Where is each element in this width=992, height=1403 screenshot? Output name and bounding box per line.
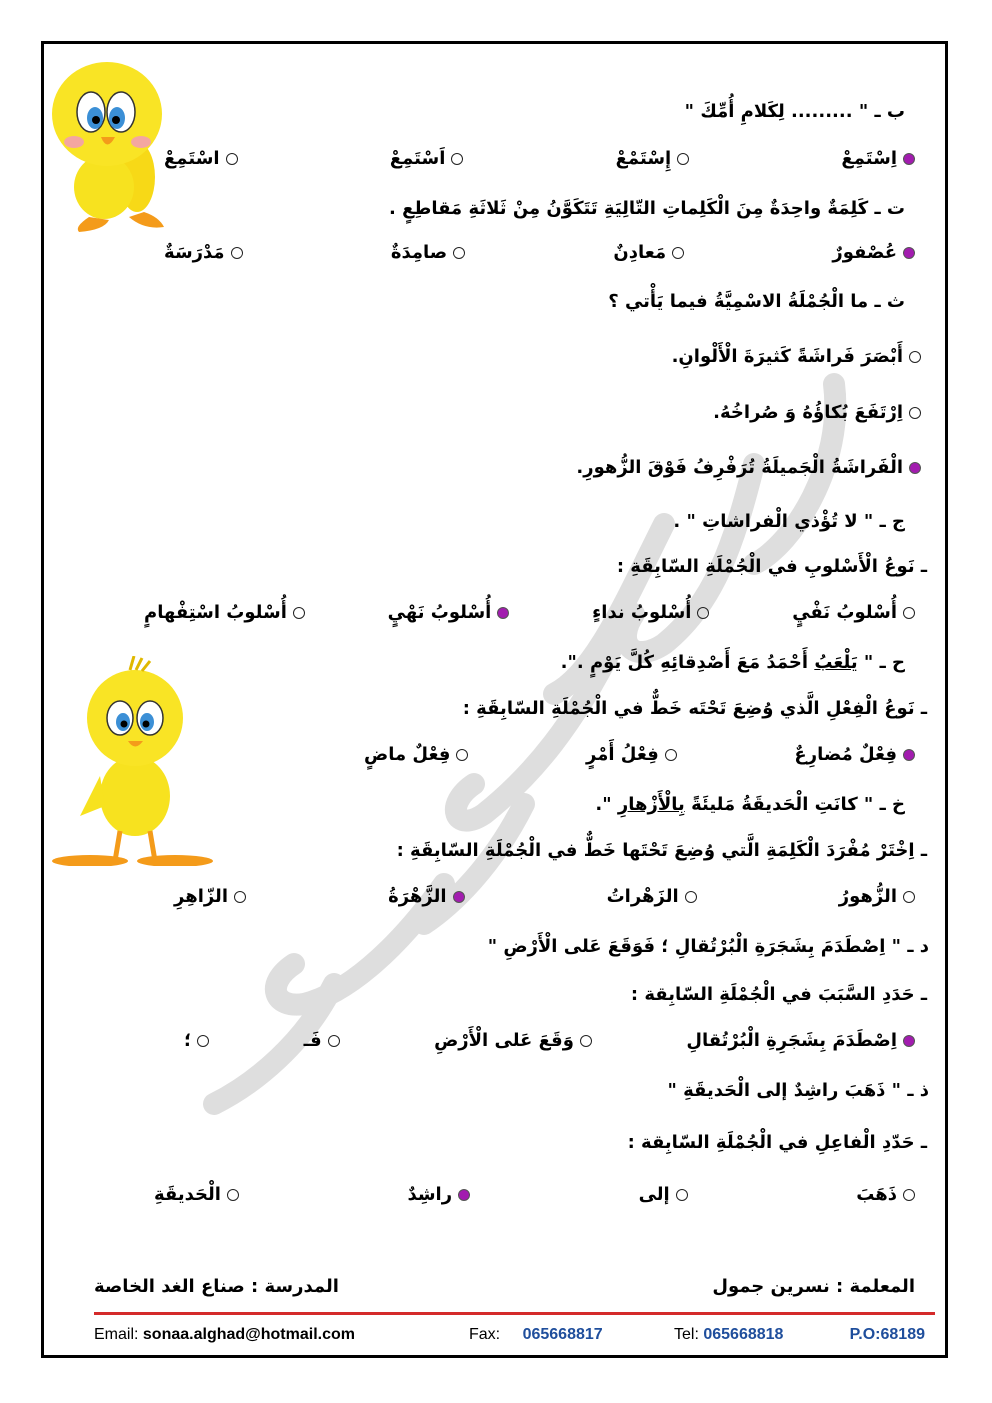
email-block: Email: sonaa.alghad@hotmail.com: [94, 1326, 355, 1343]
option-d-3[interactable]: فَـ: [304, 1030, 340, 1051]
radio-icon[interactable]: [697, 607, 709, 619]
radio-icon[interactable]: [234, 891, 246, 903]
radio-selected-icon[interactable]: [903, 749, 915, 761]
radio-icon[interactable]: [197, 1035, 209, 1047]
radio-icon[interactable]: [293, 607, 305, 619]
option-d-4[interactable]: ؛: [184, 1030, 209, 1051]
radio-icon[interactable]: [685, 891, 697, 903]
option-t-2[interactable]: مَعادِنٌ: [613, 242, 684, 263]
option-th-1[interactable]: أَبْصَرَ فَراشَةً كَثيرَةَ الْأَلْوانِ.: [672, 344, 921, 370]
footer-divider: [94, 1312, 935, 1315]
radio-selected-icon[interactable]: [903, 1035, 915, 1047]
radio-selected-icon[interactable]: [903, 247, 915, 259]
po-box: P.O:68189: [849, 1326, 925, 1343]
tel-block: Tel: 065668818: [674, 1326, 784, 1343]
question-h: ح ـ " يَلْعَبُ أَحْمَدُ مَعَ أَصْدِقائِهِ كُلَّ يَوْمٍ .".: [560, 652, 905, 673]
option-b-1[interactable]: اِسْتَمِعْ: [841, 148, 915, 169]
option-t-1[interactable]: عُصْفورٌ: [832, 242, 915, 263]
question-d-sub: ـ حَدَدِ السَّبَبَ في الْجُمْلَةِ السّابِقة :: [630, 984, 927, 1005]
question-kh-sub: ـ اِخْتَرْ مُفْرَدَ الْكَلِمَةِ الَّتي وُضِعَ تَحْتَها خَطٌّ في الْجُمْلَةِ السّابِقَةِ :: [396, 840, 927, 861]
option-dh-2[interactable]: إلى: [639, 1184, 688, 1205]
radio-icon[interactable]: [903, 891, 915, 903]
radio-icon[interactable]: [903, 607, 915, 619]
radio-icon[interactable]: [909, 351, 921, 363]
option-j-1[interactable]: أُسْلوبُ نَفْيٍ: [792, 602, 915, 623]
option-kh-4[interactable]: الزّاهِرِ: [174, 886, 246, 907]
tel-value: 065668818: [703, 1326, 784, 1343]
radio-icon[interactable]: [451, 153, 463, 165]
option-b-2[interactable]: إِسْتَمْعْ: [616, 148, 690, 169]
question-kh-options: [174, 886, 915, 907]
option-dh-1[interactable]: ذَهَبَ: [856, 1184, 915, 1205]
radio-selected-icon[interactable]: [453, 891, 465, 903]
question-kh: خ ـ " كانَتِ الْحَديقَةُ مَليئَةً بِالْأَزْهارِ ".: [595, 794, 905, 815]
option-h-1[interactable]: فِعْلٌ مُضارِعٌ: [794, 744, 915, 765]
option-h-2[interactable]: فِعْلُ أَمْرٍ: [586, 744, 677, 765]
radio-icon[interactable]: [456, 749, 468, 761]
option-t-4[interactable]: مَدْرَسَةٌ: [164, 242, 243, 263]
option-d-2[interactable]: وَقَعَ عَلى الْأَرْضِ: [434, 1030, 592, 1051]
fax-block: Fax: 065668817: [469, 1326, 603, 1343]
radio-selected-icon[interactable]: [497, 607, 509, 619]
option-th-3[interactable]: الْفَراشَةُ الْجَميلَةُ تُرَفْرِفُ فَوْقَ الزُّهورِ.: [576, 455, 921, 481]
question-t: ت ـ كَلِمَةٌ واحِدَةٌ مِنَ الْكَلِماتِ التّالِيَةِ تَتَكَوَّنُ مِنْ ثَلاثَةِ مَقاطِعٍ .: [388, 198, 905, 219]
option-b-3[interactable]: اَسْتَمِعْ: [390, 148, 464, 169]
radio-selected-icon[interactable]: [458, 1189, 470, 1201]
question-j: ج ـ " لا تُؤْذي الْفراشاتِ " .: [673, 511, 905, 532]
radio-icon[interactable]: [672, 247, 684, 259]
underlined-word: بِالْأَزْهارِ: [617, 794, 685, 815]
option-h-3[interactable]: فِعْلٌ ماضٍ: [364, 744, 468, 765]
worksheet-frame: [41, 41, 948, 1358]
radio-selected-icon[interactable]: [903, 153, 915, 165]
radio-icon[interactable]: [231, 247, 243, 259]
radio-icon[interactable]: [903, 1189, 915, 1201]
question-j-options: [144, 602, 915, 623]
email-value[interactable]: sonaa.alghad@hotmail.com: [142, 1326, 355, 1343]
question-dh-sub: ـ حَدّدِ الْفاعِلِ في الْجُمْلَةِ السّابِقة :: [627, 1132, 927, 1153]
radio-icon[interactable]: [328, 1035, 340, 1047]
option-dh-3[interactable]: راشِدٌ: [407, 1184, 470, 1205]
question-b-options: [164, 148, 915, 169]
fax-value: 065668817: [522, 1326, 603, 1343]
radio-icon[interactable]: [909, 407, 921, 419]
option-d-1[interactable]: اِصْطَدَمَ بِشَجَرِةِ الْبُرْتُقالِ: [686, 1030, 915, 1051]
question-dh: ذ ـ " ذَهَبَ راشِدٌ إلى الْحَديقَةِ ": [667, 1080, 929, 1101]
option-th-2[interactable]: اِرْتَفَعَ بُكاؤُهُ وَ صُراخُهُ.: [713, 400, 921, 426]
teacher-name: المعلمة : نسرين جمول: [712, 1276, 915, 1297]
tweety-bird-top: [49, 52, 179, 232]
radio-icon[interactable]: [226, 153, 238, 165]
option-kh-2[interactable]: الزَهْراتُ: [607, 886, 697, 907]
question-j-sub: ـ نَوعُ الْأَسْلوبِ في الْجُمْلَةِ السّابِقَةِ :: [616, 556, 927, 577]
radio-icon[interactable]: [676, 1189, 688, 1201]
radio-icon[interactable]: [227, 1189, 239, 1201]
underlined-word: يَلْعَبُ: [814, 652, 858, 673]
question-dh-options: [154, 1184, 915, 1205]
question-h-options: [364, 744, 915, 765]
question-h-sub: ـ نَوعُ الْفِعْلِ الَّذي وُضِعَ تَحْتَه خَطٌّ في الْجُمْلَةِ السّابِقَةِ :: [462, 698, 927, 719]
option-b-4[interactable]: اسْتَمِعْ: [164, 148, 238, 169]
school-name: المدرسة : صناع الغد الخاصة: [94, 1276, 339, 1297]
radio-selected-icon[interactable]: [909, 462, 921, 474]
option-t-3[interactable]: صامِدَةٌ: [391, 242, 465, 263]
radio-icon[interactable]: [665, 749, 677, 761]
option-kh-1[interactable]: الزُّهورُ: [839, 886, 915, 907]
footer-names: [94, 1276, 915, 1306]
radio-icon[interactable]: [580, 1035, 592, 1047]
option-j-2[interactable]: أُسْلوبُ نداءٍ: [592, 602, 709, 623]
question-th: ث ـ ما الْجُمْلَةُ الاسْمِيَّةُ فيما يَأْتي ؟: [608, 291, 905, 312]
question-d: د ـ " اِصْطَدَمَ بِشَجَرَةِ الْبُرْتُقالِ ؛ فَوَقَعَ عَلى الْأَرْضِ ": [487, 936, 929, 957]
option-j-4[interactable]: أُسْلوبُ اسْتِفْهامٍ: [144, 602, 305, 623]
radio-icon[interactable]: [677, 153, 689, 165]
tweety-bird-middle: [50, 656, 215, 866]
question-t-options: [164, 242, 915, 263]
option-kh-3[interactable]: الزَّهْرَةُ: [388, 886, 464, 907]
radio-icon[interactable]: [453, 247, 465, 259]
option-dh-4[interactable]: الْحَديقَةِ: [154, 1184, 239, 1205]
contact-bar: [94, 1326, 925, 1350]
question-b: ب ـ " ......... لِكَلامِ أُمِّكَ ": [684, 101, 905, 122]
option-j-3[interactable]: أُسْلوبُ نَهْيٍ: [388, 602, 510, 623]
question-d-options: [184, 1030, 915, 1051]
